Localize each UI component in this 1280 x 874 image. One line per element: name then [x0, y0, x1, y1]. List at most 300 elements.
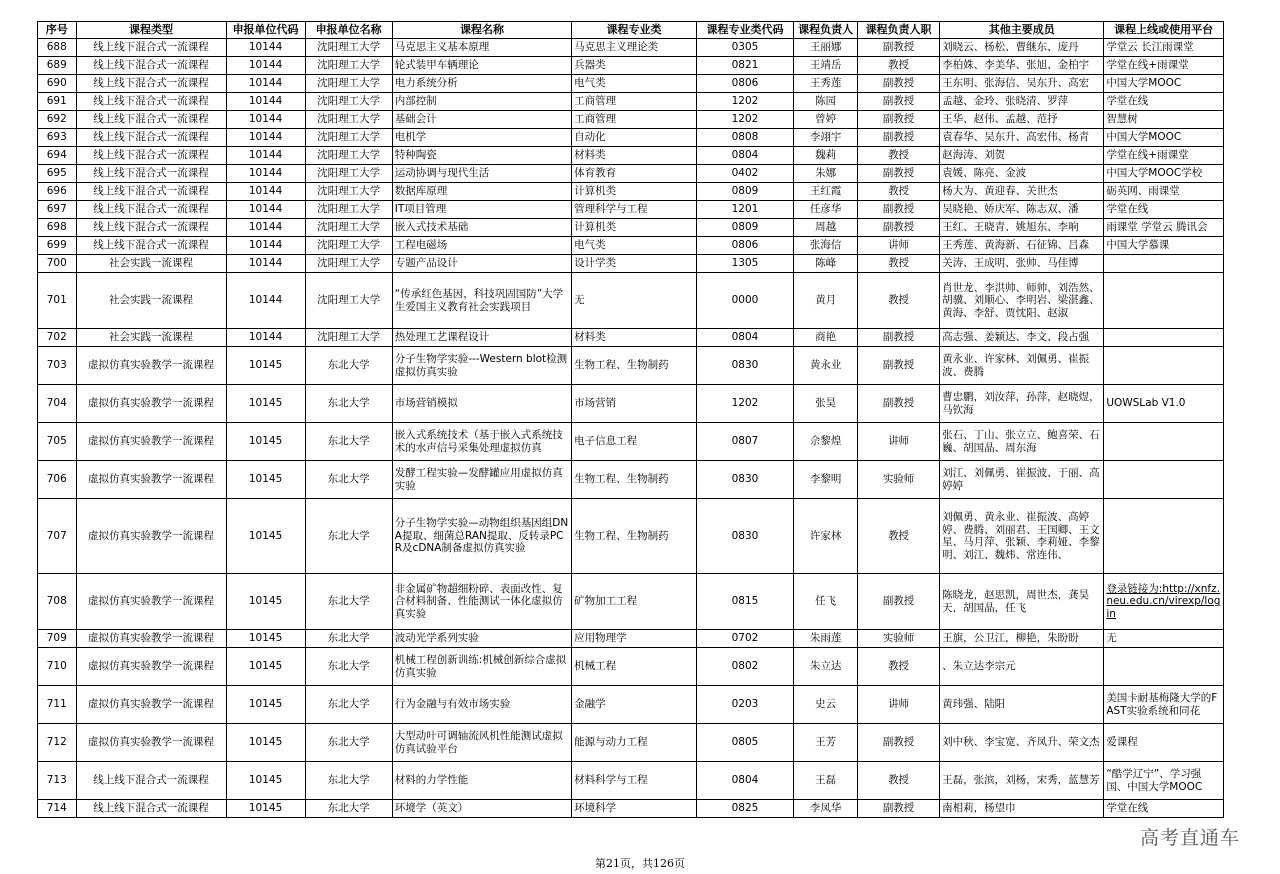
cell-major-code: 0802	[696, 648, 793, 686]
cell-course-name: 材料的力学性能	[392, 762, 571, 800]
table-row	[38, 93, 1224, 111]
cell-major-code: 0830	[696, 461, 793, 499]
cell-members: 王旗，公卫江，柳艳，朱盼盼	[940, 630, 1104, 648]
cell-lead-title: 副教授	[858, 39, 940, 57]
cell-course-type: 线上线下混合式一流课程	[76, 762, 226, 800]
table-row	[38, 347, 1224, 385]
cell-unit-code: 10144	[226, 39, 305, 57]
cell-major-code: 0804	[696, 329, 793, 347]
cell-members: 王红、王晓青、姚旭东、李响	[940, 219, 1104, 237]
cell-lead-title: 副教授	[858, 165, 940, 183]
cell-unit-name: 沈阳理工大学	[305, 129, 392, 147]
cell-unit-code: 10145	[226, 574, 305, 630]
watermark: 高考直通车	[1140, 827, 1241, 849]
cell-platform	[1104, 648, 1224, 686]
cell-lead: 陈峰	[794, 255, 858, 273]
table-row	[38, 183, 1224, 201]
cell-unit-code: 10144	[226, 255, 305, 273]
cell-course-type: 虚拟仿真实验教学一流课程	[76, 574, 226, 630]
cell-course-name: 环境学（英文）	[392, 800, 571, 818]
cell-lead-title: 副教授	[858, 329, 940, 347]
cell-course-name: 分子生物学实验—动物组织基因组DNA提取、细菌总RAN提取、反转录PCR及cDNA制备虚拟仿真实验	[392, 499, 571, 574]
table-row	[38, 57, 1224, 75]
cell-lead: 王靖岳	[794, 57, 858, 75]
cell-unit-code: 10145	[226, 648, 305, 686]
header-major-category: 课程专业类	[572, 22, 697, 39]
table-row	[38, 762, 1224, 800]
cell-lead: 朱雨莲	[794, 630, 858, 648]
cell-index: 712	[38, 724, 77, 762]
cell-course-name: 电力系统分析	[392, 75, 571, 93]
cell-unit-name: 沈阳理工大学	[305, 201, 392, 219]
cell-course-name: 基础会计	[392, 111, 571, 129]
header-members: 其他主要成员	[940, 22, 1104, 39]
cell-lead: 李黎明	[794, 461, 858, 499]
cell-major-category: 材料科学与工程	[572, 762, 697, 800]
table-row	[38, 461, 1224, 499]
cell-course-type: 社会实践一流课程	[76, 329, 226, 347]
cell-course-type: 线上线下混合式一流课程	[76, 75, 226, 93]
cell-course-type: 虚拟仿真实验教学一流课程	[76, 648, 226, 686]
cell-unit-code: 10144	[226, 273, 305, 329]
cell-unit-name: 沈阳理工大学	[305, 57, 392, 75]
table-row	[38, 129, 1224, 147]
cell-lead-title: 教授	[858, 273, 940, 329]
cell-platform: 美国卡耐基梅隆大学的FAST实验系统和同花	[1104, 686, 1224, 724]
cell-lead-title: 讲师	[858, 686, 940, 724]
cell-major-category: 兵器类	[572, 57, 697, 75]
cell-unit-code: 10144	[226, 165, 305, 183]
cell-lead-title: 实验师	[858, 461, 940, 499]
cell-course-type: 虚拟仿真实验教学一流课程	[76, 499, 226, 574]
header-platform: 课程上线或使用平台	[1104, 22, 1224, 39]
cell-unit-name: 东北大学	[305, 800, 392, 818]
cell-unit-name: 沈阳理工大学	[305, 39, 392, 57]
cell-major-category: 生物工程、生物制药	[572, 347, 697, 385]
cell-lead-title: 教授	[858, 499, 940, 574]
cell-course-name: 市场营销模拟	[392, 385, 571, 423]
cell-course-name: 大型动叶可调轴流风机性能测试虚拟仿真试验平台	[392, 724, 571, 762]
cell-lead-title: 教授	[858, 147, 940, 165]
cell-index: 692	[38, 111, 77, 129]
cell-unit-name: 沈阳理工大学	[305, 255, 392, 273]
cell-major-code: 0830	[696, 347, 793, 385]
cell-course-type: 虚拟仿真实验教学一流课程	[76, 724, 226, 762]
cell-lead-title: 教授	[858, 255, 940, 273]
cell-members: 关涛、王成明、张帅、马佳博	[940, 255, 1104, 273]
cell-lead: 曾婷	[794, 111, 858, 129]
cell-lead: 魏莉	[794, 147, 858, 165]
cell-platform	[1104, 461, 1224, 499]
cell-unit-code: 10144	[226, 237, 305, 255]
cell-major-code: 0804	[696, 147, 793, 165]
header-index: 序号	[38, 22, 77, 39]
cell-lead-title: 副教授	[858, 201, 940, 219]
cell-lead: 王芳	[794, 724, 858, 762]
header-course-type: 课程类型	[76, 22, 226, 39]
cell-index: 706	[38, 461, 77, 499]
cell-course-name: 发酵工程实验—发酵罐应用虚拟仿真实验	[392, 461, 571, 499]
cell-major-category: 管理科学与工程	[572, 201, 697, 219]
cell-major-code: 1305	[696, 255, 793, 273]
cell-platform: 中国大学MOOC	[1104, 129, 1224, 147]
cell-course-type: 社会实践一流课程	[76, 255, 226, 273]
table-row	[38, 423, 1224, 461]
cell-course-type: 线上线下混合式一流课程	[76, 39, 226, 57]
cell-major-category: 生物工程、生物制药	[572, 499, 697, 574]
cell-course-type: 线上线下混合式一流课程	[76, 111, 226, 129]
cell-course-name: 工程电磁场	[392, 237, 571, 255]
cell-major-code: 0702	[696, 630, 793, 648]
cell-major-code: 0305	[696, 39, 793, 57]
cell-index: 713	[38, 762, 77, 800]
cell-course-name: 嵌入式技术基础	[392, 219, 571, 237]
cell-platform: “酷学辽宁”、学习强国、中国大学MOOC	[1104, 762, 1224, 800]
cell-members: 曹忠鹏，刘汝萍，孙萍，赵晓煜，马钦海	[940, 385, 1104, 423]
cell-major-code: 0807	[696, 423, 793, 461]
cell-index: 695	[38, 165, 77, 183]
cell-major-category: 电气类	[572, 237, 697, 255]
cell-course-type: 线上线下混合式一流课程	[76, 57, 226, 75]
cell-unit-code: 10145	[226, 347, 305, 385]
cell-index: 693	[38, 129, 77, 147]
cell-lead-title: 副教授	[858, 724, 940, 762]
cell-platform	[1104, 423, 1224, 461]
cell-major-category: 工商管理	[572, 93, 697, 111]
cell-unit-code: 10145	[226, 686, 305, 724]
cell-platform: 学堂在线	[1104, 800, 1224, 818]
header-lead-title: 课程负责人职	[858, 22, 940, 39]
table-row	[38, 630, 1224, 648]
cell-index: 707	[38, 499, 77, 574]
cell-major-category: 环境科学	[572, 800, 697, 818]
cell-platform: 中国大学慕课	[1104, 237, 1224, 255]
cell-course-name: 波动光学系列实验	[392, 630, 571, 648]
cell-major-category: 材料类	[572, 329, 697, 347]
cell-lead-title: 副教授	[858, 219, 940, 237]
cell-platform	[1104, 499, 1224, 574]
cell-course-type: 虚拟仿真实验教学一流课程	[76, 423, 226, 461]
page-footer: 第21页，共126页	[595, 857, 685, 870]
cell-unit-name: 东北大学	[305, 724, 392, 762]
cell-unit-name: 东北大学	[305, 385, 392, 423]
cell-course-name: 运动协调与现代生活	[392, 165, 571, 183]
cell-platform: 无	[1104, 630, 1224, 648]
cell-lead: 朱娜	[794, 165, 858, 183]
cell-unit-name: 东北大学	[305, 461, 392, 499]
cell-major-category: 能源与动力工程	[572, 724, 697, 762]
cell-lead-title: 实验师	[858, 630, 940, 648]
cell-platform	[1104, 347, 1224, 385]
cell-platform	[1104, 329, 1224, 347]
cell-major-code: 0830	[696, 499, 793, 574]
table-row	[38, 800, 1224, 818]
table-row	[38, 111, 1224, 129]
cell-major-code: 0402	[696, 165, 793, 183]
cell-index: 709	[38, 630, 77, 648]
cell-lead: 王磊	[794, 762, 858, 800]
cell-platform: 登录链接为:http://xnfz.neu.edu.cn/virexp/login	[1104, 574, 1224, 630]
cell-lead: 李凤华	[794, 800, 858, 818]
cell-members: 王华、赵伟、孟越、范抒	[940, 111, 1104, 129]
cell-major-category: 设计学类	[572, 255, 697, 273]
cell-unit-code: 10144	[226, 111, 305, 129]
cell-unit-name: 东北大学	[305, 686, 392, 724]
cell-unit-name: 沈阳理工大学	[305, 219, 392, 237]
cell-major-code: 0806	[696, 75, 793, 93]
cell-lead-title: 教授	[858, 183, 940, 201]
cell-course-name: 马克思主义基本原理	[392, 39, 571, 57]
cell-platform: 中国大学MOOC学校	[1104, 165, 1224, 183]
cell-unit-code: 10145	[226, 499, 305, 574]
cell-course-name: “传承红色基因，科技巩固国防”大学生爱国主义教育社会实践项目	[392, 273, 571, 329]
cell-platform: 学堂在线+雨课堂	[1104, 57, 1224, 75]
cell-course-name: IT项目管理	[392, 201, 571, 219]
cell-lead: 张海信	[794, 237, 858, 255]
cell-index: 689	[38, 57, 77, 75]
cell-major-code: 0203	[696, 686, 793, 724]
cell-platform: 中国大学MOOC	[1104, 75, 1224, 93]
cell-platform: 砺英网、雨课堂	[1104, 183, 1224, 201]
cell-unit-code: 10145	[226, 762, 305, 800]
cell-members: 孟越、金玲、张晓清、罗萍	[940, 93, 1104, 111]
cell-lead: 黄永业	[794, 347, 858, 385]
cell-index: 705	[38, 423, 77, 461]
cell-major-category: 工商管理	[572, 111, 697, 129]
cell-course-name: 机械工程创新训练:机械创新综合虚拟仿真实验	[392, 648, 571, 686]
cell-course-type: 社会实践一流课程	[76, 273, 226, 329]
cell-lead: 黄月	[794, 273, 858, 329]
table-row	[38, 75, 1224, 93]
cell-platform	[1104, 273, 1224, 329]
cell-index: 696	[38, 183, 77, 201]
cell-unit-name: 沈阳理工大学	[305, 237, 392, 255]
cell-lead: 任飞	[794, 574, 858, 630]
cell-unit-code: 10144	[226, 93, 305, 111]
cell-unit-name: 东北大学	[305, 499, 392, 574]
table-row	[38, 648, 1224, 686]
cell-major-category: 电气类	[572, 75, 697, 93]
cell-unit-name: 沈阳理工大学	[305, 165, 392, 183]
cell-major-category: 金融学	[572, 686, 697, 724]
table-row	[38, 574, 1224, 630]
cell-unit-name: 东北大学	[305, 630, 392, 648]
cell-course-name: 内部控制	[392, 93, 571, 111]
cell-course-name: 数据库原理	[392, 183, 571, 201]
cell-members: 肖世龙、李洪帅、师帅、刘浩然、胡骥、刘顺心、李明岩、梁湛鑫、黄海、李舒、贾忱阳、赵淑	[940, 273, 1104, 329]
cell-unit-name: 沈阳理工大学	[305, 75, 392, 93]
cell-members: 刘江、刘佩勇、崔振波、于丽、高婷婷	[940, 461, 1104, 499]
cell-members: 袁春华、吴东升、高宏伟、杨青	[940, 129, 1104, 147]
cell-lead-title: 副教授	[858, 800, 940, 818]
cell-course-type: 线上线下混合式一流课程	[76, 147, 226, 165]
cell-index: 711	[38, 686, 77, 724]
cell-index: 703	[38, 347, 77, 385]
cell-platform: 学堂在线+雨课堂	[1104, 147, 1224, 165]
cell-course-name: 非金属矿物超细粉碎、表面改性、复合材料制备、性能测试一体化虚拟仿真实验	[392, 574, 571, 630]
cell-course-type: 虚拟仿真实验教学一流课程	[76, 461, 226, 499]
cell-major-category: 机械工程	[572, 648, 697, 686]
cell-members: 、朱立达李宗元	[940, 648, 1104, 686]
cell-course-type: 线上线下混合式一流课程	[76, 93, 226, 111]
cell-major-code: 0808	[696, 129, 793, 147]
cell-major-code: 0825	[696, 800, 793, 818]
cell-major-code: 1201	[696, 201, 793, 219]
cell-index: 691	[38, 93, 77, 111]
cell-major-category: 计算机类	[572, 219, 697, 237]
cell-unit-name: 东北大学	[305, 648, 392, 686]
cell-platform: 爱课程	[1104, 724, 1224, 762]
cell-index: 714	[38, 800, 77, 818]
cell-unit-name: 东北大学	[305, 347, 392, 385]
cell-members: 袁媛、陈亮、金波	[940, 165, 1104, 183]
cell-lead: 商艳	[794, 329, 858, 347]
cell-unit-name: 沈阳理工大学	[305, 93, 392, 111]
header-row	[38, 22, 1224, 39]
cell-index: 701	[38, 273, 77, 329]
cell-lead-title: 副教授	[858, 347, 940, 385]
cell-major-code: 1202	[696, 111, 793, 129]
cell-course-type: 线上线下混合式一流课程	[76, 800, 226, 818]
cell-index: 690	[38, 75, 77, 93]
cell-course-name: 轮式装甲车辆理论	[392, 57, 571, 75]
cell-course-type: 线上线下混合式一流课程	[76, 201, 226, 219]
cell-major-code: 0000	[696, 273, 793, 329]
cell-unit-name: 东北大学	[305, 574, 392, 630]
cell-lead-title: 教授	[858, 762, 940, 800]
cell-members: 杨大为、黄迎春、关世杰	[940, 183, 1104, 201]
cell-lead: 张昊	[794, 385, 858, 423]
cell-members: 刘佩勇、黄永业、崔振波、高婷婷、费腾、刘丽君、王国卿、王文星、马月萍、张颖、李莉娅、李黎明、刘江、魏炜、常连伟、	[940, 499, 1104, 574]
header-course-name: 课程名称	[392, 22, 571, 39]
cell-index: 710	[38, 648, 77, 686]
cell-unit-code: 10144	[226, 329, 305, 347]
cell-lead: 周越	[794, 219, 858, 237]
cell-index: 708	[38, 574, 77, 630]
cell-members: 张石、丁山、张立立、鲍喜荣、石巍、胡国晶、周东海	[940, 423, 1104, 461]
table-row	[38, 147, 1224, 165]
cell-lead: 任彦华	[794, 201, 858, 219]
cell-members: 刘晓云、杨松、曹继东、庞丹	[940, 39, 1104, 57]
cell-course-name: 热处理工艺课程设计	[392, 329, 571, 347]
cell-major-category: 自动化	[572, 129, 697, 147]
cell-index: 697	[38, 201, 77, 219]
table-row	[38, 255, 1224, 273]
cell-major-category: 材料类	[572, 147, 697, 165]
cell-major-code: 0806	[696, 237, 793, 255]
cell-course-name: 嵌入式系统技术（基于嵌入式系统技术的水声信号采集处理虚拟仿真	[392, 423, 571, 461]
cell-course-type: 线上线下混合式一流课程	[76, 183, 226, 201]
cell-major-category: 马克思主义理论类	[572, 39, 697, 57]
cell-major-category: 应用物理学	[572, 630, 697, 648]
cell-lead-title: 讲师	[858, 423, 940, 461]
cell-lead: 许家林	[794, 499, 858, 574]
cell-unit-code: 10144	[226, 201, 305, 219]
cell-major-code: 0821	[696, 57, 793, 75]
cell-unit-code: 10145	[226, 461, 305, 499]
cell-major-category: 生物工程、生物制药	[572, 461, 697, 499]
cell-lead: 李翊宇	[794, 129, 858, 147]
cell-unit-code: 10144	[226, 57, 305, 75]
cell-course-type: 虚拟仿真实验教学一流课程	[76, 385, 226, 423]
cell-platform: 学堂云 长江雨课堂	[1104, 39, 1224, 57]
cell-unit-code: 10145	[226, 724, 305, 762]
cell-lead-title: 教授	[858, 57, 940, 75]
header-unit-code: 申报单位代码	[226, 22, 305, 39]
cell-unit-name: 沈阳理工大学	[305, 147, 392, 165]
cell-lead-title: 副教授	[858, 129, 940, 147]
cell-course-type: 虚拟仿真实验教学一流课程	[76, 686, 226, 724]
cell-lead-title: 教授	[858, 648, 940, 686]
cell-platform	[1104, 255, 1224, 273]
cell-course-type: 线上线下混合式一流课程	[76, 129, 226, 147]
cell-lead: 王丽娜	[794, 39, 858, 57]
cell-platform: UOWSLab V1.0	[1104, 385, 1224, 423]
cell-unit-name: 沈阳理工大学	[305, 111, 392, 129]
cell-course-name: 特种陶瓷	[392, 147, 571, 165]
cell-members: 王东明、张海信、吴东升、高宏	[940, 75, 1104, 93]
cell-lead: 史云	[794, 686, 858, 724]
cell-index: 702	[38, 329, 77, 347]
cell-unit-code: 10144	[226, 147, 305, 165]
cell-major-category: 电子信息工程	[572, 423, 697, 461]
cell-members: 陈晓龙，赵思凯，周世杰，龚昊天，胡国晶，任飞	[940, 574, 1104, 630]
table-row	[38, 329, 1224, 347]
cell-major-category: 矿物加工工程	[572, 574, 697, 630]
cell-index: 694	[38, 147, 77, 165]
table-row	[38, 273, 1224, 329]
cell-course-type: 线上线下混合式一流课程	[76, 165, 226, 183]
cell-lead: 朱立达	[794, 648, 858, 686]
table-row	[38, 499, 1224, 574]
cell-members: 王磊，张滨，刘杨，宋秀，蓝慧芳	[940, 762, 1104, 800]
cell-unit-name: 沈阳理工大学	[305, 183, 392, 201]
cell-members: 高志强、姜颖达、李文、段占强	[940, 329, 1104, 347]
cell-lead-title: 副教授	[858, 93, 940, 111]
cell-major-code: 0809	[696, 219, 793, 237]
cell-index: 698	[38, 219, 77, 237]
cell-course-type: 虚拟仿真实验教学一流课程	[76, 347, 226, 385]
table-row	[38, 724, 1224, 762]
cell-major-code: 0809	[696, 183, 793, 201]
cell-lead-title: 副教授	[858, 111, 940, 129]
cell-course-name: 分子生物学实验---Western blot检测虚拟仿真实验	[392, 347, 571, 385]
cell-course-name: 行为金融与有效市场实验	[392, 686, 571, 724]
cell-lead-title: 副教授	[858, 385, 940, 423]
cell-major-category: 无	[572, 273, 697, 329]
header-major-code: 课程专业类代码	[696, 22, 793, 39]
cell-course-type: 线上线下混合式一流课程	[76, 237, 226, 255]
cell-members: 刘中秋、李宝宽、齐凤升、荣文杰	[940, 724, 1104, 762]
header-lead: 课程负责人	[794, 22, 858, 39]
table-row	[38, 165, 1224, 183]
cell-lead: 王秀莲	[794, 75, 858, 93]
cell-lead-title: 副教授	[858, 75, 940, 93]
cell-unit-code: 10145	[226, 423, 305, 461]
cell-unit-code: 10145	[226, 630, 305, 648]
cell-members: 南相莉，杨望巾	[940, 800, 1104, 818]
cell-lead-title: 讲师	[858, 237, 940, 255]
cell-major-category: 计算机类	[572, 183, 697, 201]
cell-index: 704	[38, 385, 77, 423]
cell-index: 699	[38, 237, 77, 255]
cell-members: 赵海涛、刘贺	[940, 147, 1104, 165]
table-row	[38, 219, 1224, 237]
cell-unit-code: 10145	[226, 800, 305, 818]
cell-lead: 佘黎煌	[794, 423, 858, 461]
header-unit-name: 申报单位名称	[305, 22, 392, 39]
cell-members: 黄玮强、陆阳	[940, 686, 1104, 724]
